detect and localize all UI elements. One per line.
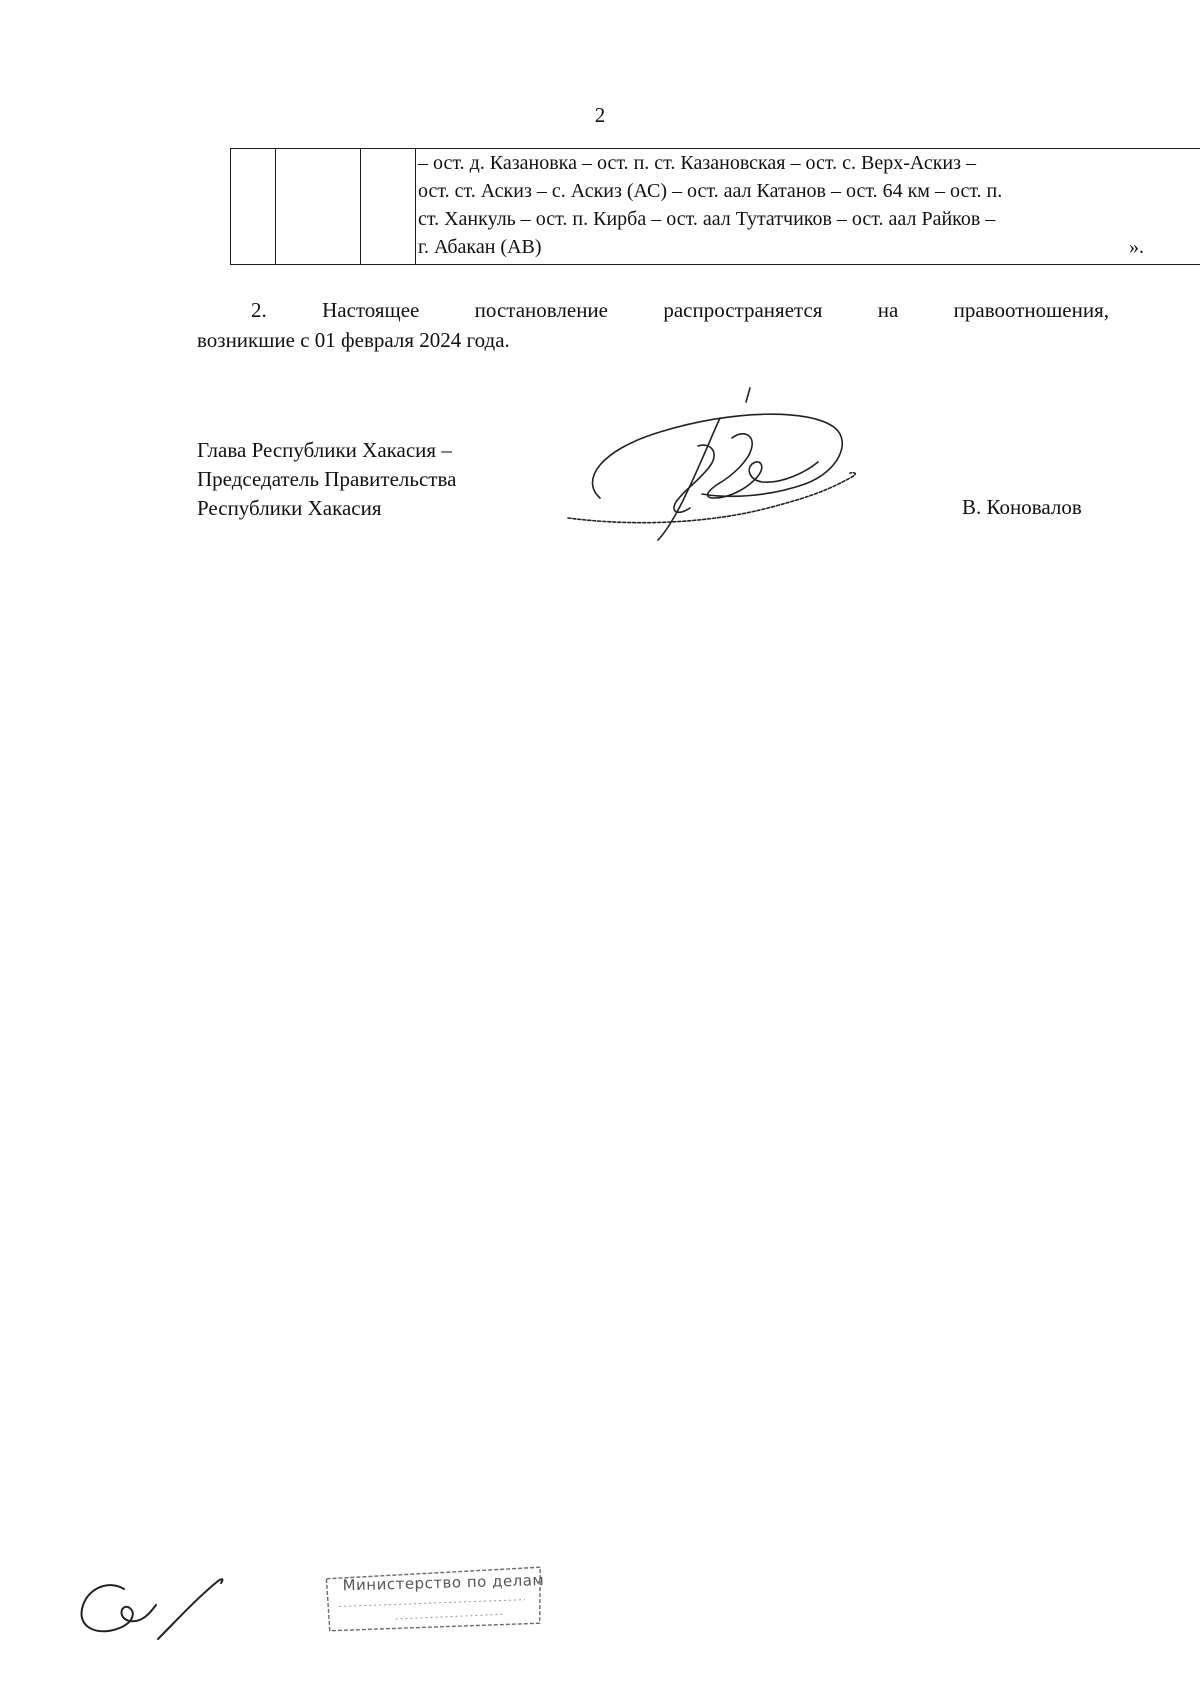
route-line: г. Абакан (АВ) — [418, 236, 542, 258]
paragraph-line: возникшие с 01 февраля 2024 года. — [197, 328, 510, 352]
closing-quote: ». — [1129, 236, 1144, 258]
signatory-title-line: Республики Хакасия — [197, 496, 382, 520]
table-cell-type — [361, 149, 416, 265]
route-line: ост. ст. Аскиз – с. Аскиз (АС) – ост. аал Катанов – ост. 64 км – ост. п. — [418, 180, 1003, 202]
stamp-image — [324, 1565, 544, 1633]
signer-name: В. Коновалов — [962, 495, 1082, 519]
signatory-title-line: Глава Республики Хакасия – — [197, 438, 452, 462]
table-cell-code — [276, 149, 361, 265]
initials-image — [78, 1575, 248, 1645]
route-line: ст. Ханкуль – ост. п. Кирба – ост. аал Тутатчиков – ост. аал Райков – — [418, 208, 996, 230]
table-row — [231, 149, 1200, 265]
page-number: 2 — [594, 103, 606, 127]
paragraph-line: 2. Настоящее постановление распространяется на правоотношения, — [251, 298, 1109, 322]
route-description — [416, 149, 1200, 261]
signature-image — [560, 380, 890, 550]
signatory-title-line: Председатель Правительства — [197, 467, 457, 491]
route-line: – ост. д. Казановка – ост. п. ст. Казановская – ост. с. Верх-Аскиз – — [418, 152, 977, 174]
stamp-text: Министерство по делам — [342, 1571, 545, 1595]
table-cell-route — [416, 149, 1200, 265]
paragraph-2 — [197, 295, 1109, 355]
table-cell-number — [231, 149, 276, 265]
signatory-title — [197, 436, 456, 523]
route-table — [230, 148, 1200, 265]
